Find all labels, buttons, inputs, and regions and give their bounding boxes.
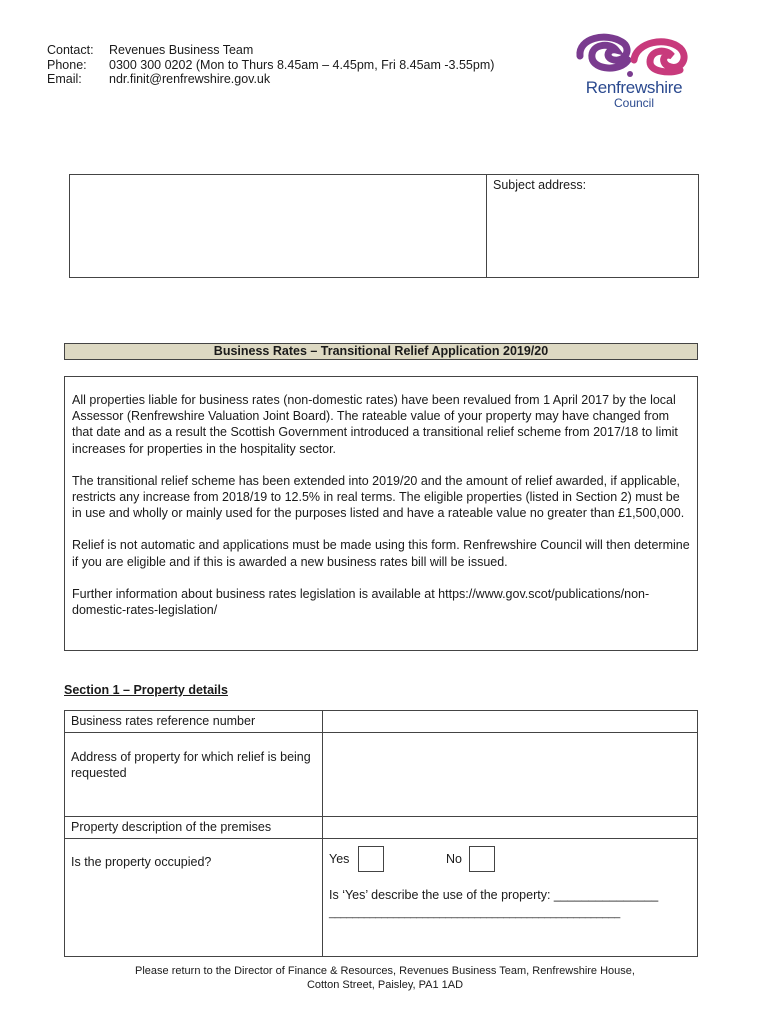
describe-use-field[interactable] xyxy=(329,886,691,922)
occupied-cell xyxy=(323,839,698,957)
contact-row xyxy=(47,43,494,58)
property-details-table xyxy=(64,710,698,957)
phone-row xyxy=(47,58,494,73)
no-label: No xyxy=(446,852,462,866)
description-label: Property description of the premises xyxy=(65,817,323,839)
intro-box xyxy=(64,376,698,651)
description-input[interactable] xyxy=(323,817,698,839)
phone-label: Phone: xyxy=(47,57,87,72)
contact-label: Contact: xyxy=(47,43,94,57)
section1-heading: Section 1 – Property details xyxy=(64,683,228,697)
logo-subtitle: Council xyxy=(613,96,655,110)
email-label: Email: xyxy=(47,72,82,86)
recipient-address-area[interactable] xyxy=(70,175,487,277)
table-row xyxy=(65,817,698,839)
table-row xyxy=(65,839,698,957)
subject-address-label: Subject address: xyxy=(493,178,587,192)
describe-line: __________________________________________________ xyxy=(329,907,620,919)
intro-paragraph: Further information about business rates legislation is available at https://www.gov.scot/publications/non-domestic-rates-legislation/ xyxy=(72,586,650,618)
contact-value: Revenues Business Team xyxy=(109,43,254,57)
address-label: Address of property for which relief is being requested xyxy=(65,733,323,817)
footer-line: Please return to the Director of Finance & Resources, Revenues Business Team, Renfrewshire House, xyxy=(135,965,635,977)
logo-wordmark: Renfrewshire xyxy=(585,78,683,97)
table-row xyxy=(65,733,698,817)
intro-paragraph: Relief is not automatic and applications must be made using this form. Renfrewshire Council will then determine if you are eligible and if this is awarded a new business rates bill will be issued. xyxy=(72,538,690,569)
email-value: ndr.finit@renfrewshire.gov.uk xyxy=(109,72,271,86)
address-box xyxy=(69,174,699,278)
form-title: Business Rates – Transitional Relief Application 2019/20 xyxy=(64,343,698,360)
intro-paragraph: The transitional relief scheme has been extended into 2019/20 and the amount of relief awarded, if applicable, restricts any increase from 2018/19 to 12.5% in real terms. The eligible properties (listed in Section 2) must be in use and wholly or mainly used for the purposes listed and have a rateable value no greater than £1,500,000. xyxy=(72,473,685,521)
yes-label: Yes xyxy=(329,852,350,866)
contact-block xyxy=(47,43,494,87)
intro-paragraph: All properties liable for business rates (non-domestic rates) have been revalued from 1 April 2017 by the local Assessor (Renfrewshire Valuation Joint Board). The rateable value of your property may have changed from that date and as a result the Scottish Government introduced a transitional relief scheme from 2017/18 to limit increases for properties in the hospitality sector. xyxy=(72,393,678,456)
ref-label: Business rates reference number xyxy=(65,711,323,733)
phone-value: 0300 300 0202 (Mon to Thurs 8.45am – 4.45pm, Fri 8.45am -3.55pm) xyxy=(109,57,495,72)
no-checkbox[interactable] xyxy=(469,846,495,872)
yes-no-group xyxy=(329,846,691,872)
subject-address-area[interactable] xyxy=(487,175,698,277)
footer xyxy=(100,964,670,992)
occupied-label: Is the property occupied? xyxy=(65,839,323,957)
email-row xyxy=(47,72,494,87)
describe-label: Is ‘Yes’ describe the use of the property: _______________ xyxy=(329,888,659,902)
address-input[interactable] xyxy=(323,733,698,817)
yes-checkbox[interactable] xyxy=(358,846,384,872)
table-row xyxy=(65,711,698,733)
footer-line: Cotton Street, Paisley, PA1 1AD xyxy=(306,979,464,991)
ref-input[interactable] xyxy=(323,711,698,733)
